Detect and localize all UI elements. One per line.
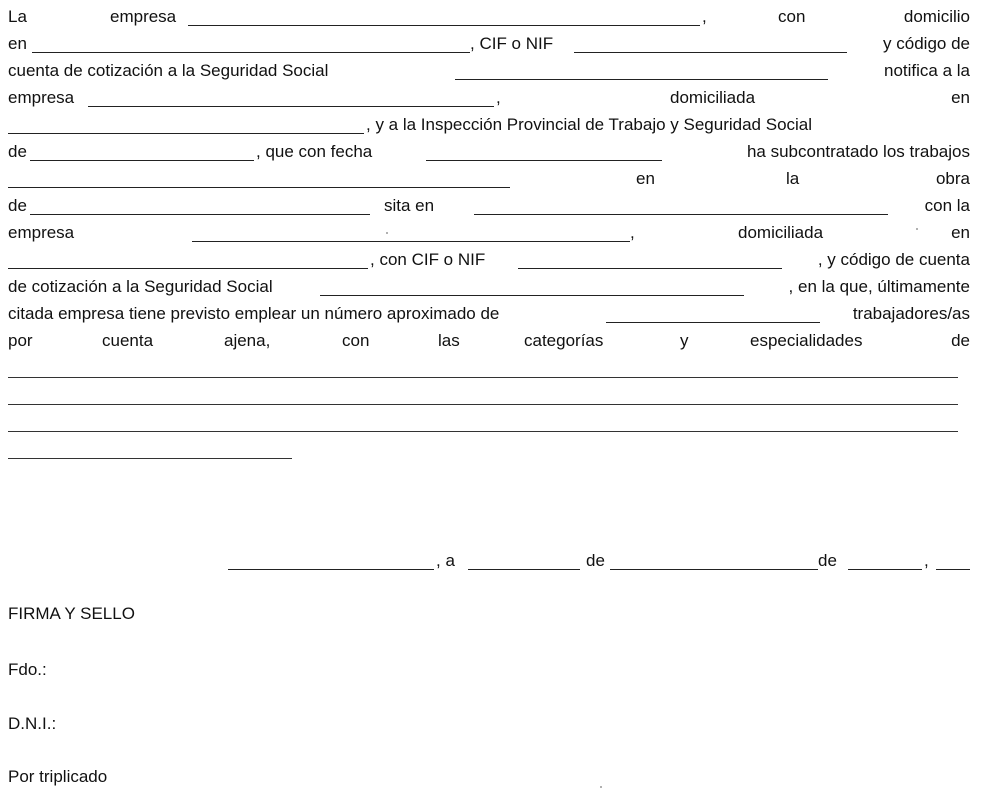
word: , y a la Inspección Provincial de Trabajo y Seguridad Social	[366, 115, 813, 134]
word: domicilio	[903, 7, 970, 26]
word: ha subcontratado los trabajos	[746, 142, 970, 161]
word: , con CIF o NIF	[370, 250, 486, 269]
domicilio-2-field[interactable]	[8, 114, 364, 134]
fecha-field[interactable]	[426, 141, 662, 161]
form-line-13	[8, 330, 970, 356]
domicilio-field[interactable]	[32, 33, 470, 53]
form-line-11	[8, 276, 970, 302]
date-line	[8, 550, 970, 576]
form-line-1	[8, 6, 970, 32]
word: , a	[436, 551, 455, 570]
word: ajena,	[224, 331, 271, 350]
sita-field[interactable]	[474, 195, 888, 215]
word: por	[8, 331, 33, 350]
form-line-6	[8, 141, 970, 167]
word: con	[778, 7, 806, 26]
punct: ,	[630, 223, 635, 242]
word: cuenta	[102, 331, 154, 350]
word: citada empresa tiene previsto emplear un número aproximado de	[8, 304, 500, 323]
word: y código de	[883, 34, 970, 53]
ccc-2-field[interactable]	[320, 276, 744, 296]
word: domiciliada	[738, 223, 824, 242]
word: con	[342, 331, 370, 350]
word: domiciliada	[670, 88, 756, 107]
domicilio-3-field[interactable]	[8, 249, 368, 269]
word: , en la que, últimamente	[788, 277, 970, 296]
firma-sello-label: FIRMA Y SELLO	[8, 604, 135, 623]
especialidades-field-2[interactable]	[8, 404, 958, 405]
word: de	[951, 331, 970, 350]
form-line-12	[8, 303, 970, 329]
year-suffix-field[interactable]	[936, 550, 970, 570]
word: de cotización a la Seguridad Social	[8, 277, 273, 296]
punct: ,	[924, 551, 929, 570]
provincia-field[interactable]	[30, 141, 254, 161]
especialidades-field-3[interactable]	[8, 431, 958, 432]
word: empresa	[8, 88, 75, 107]
word: en	[8, 34, 27, 53]
form-line-8	[8, 195, 970, 221]
word: empresa	[110, 7, 177, 26]
word: notifica a la	[884, 61, 970, 80]
obra-field[interactable]	[30, 195, 370, 215]
punct: ,	[702, 7, 707, 26]
fdo-label: Fdo.:	[8, 660, 47, 679]
word: con la	[924, 196, 970, 215]
word: cuenta de cotización a la Seguridad Social	[8, 61, 329, 80]
form-line-5	[8, 114, 970, 140]
empresa-3-field[interactable]	[192, 222, 630, 242]
form-line-4	[8, 87, 970, 113]
empresa-2-field[interactable]	[88, 87, 494, 107]
word: empresa	[8, 223, 75, 242]
word: categorías	[524, 331, 604, 350]
word: sita en	[384, 196, 435, 215]
triplicado-label: Por triplicado	[8, 767, 108, 786]
word: la	[786, 169, 800, 188]
ccc-field[interactable]	[455, 60, 828, 80]
year-field[interactable]	[848, 550, 922, 570]
word: La	[8, 7, 27, 26]
form-line-7	[8, 168, 970, 194]
scan-speck	[386, 232, 388, 234]
form-line-3	[8, 60, 970, 86]
word: , CIF o NIF	[470, 34, 554, 53]
word: , que con fecha	[256, 142, 373, 161]
empresa-name-field[interactable]	[188, 6, 700, 26]
day-field[interactable]	[468, 550, 580, 570]
cif-nif-field[interactable]	[574, 33, 847, 53]
num-trabajadores-field[interactable]	[606, 303, 820, 323]
scan-speck	[916, 228, 918, 230]
form-line-2	[8, 33, 970, 59]
word: y	[680, 331, 689, 350]
word: de	[586, 551, 605, 570]
word: especialidades	[750, 331, 863, 350]
word: obra	[935, 169, 970, 188]
word: de	[8, 142, 27, 161]
trabajos-field[interactable]	[8, 168, 510, 188]
punct: ,	[496, 88, 501, 107]
scan-speck	[600, 786, 602, 788]
month-field[interactable]	[610, 550, 818, 570]
word: en	[636, 169, 655, 188]
word: de	[8, 196, 27, 215]
dni-label: D.N.I.:	[8, 714, 57, 733]
word: las	[438, 331, 460, 350]
form-line-10	[8, 249, 970, 275]
cif-nif-2-field[interactable]	[518, 249, 782, 269]
word: en	[951, 223, 970, 242]
word: , y código de cuenta	[817, 250, 970, 269]
word: trabajadores/as	[852, 304, 970, 323]
word: en	[951, 88, 970, 107]
form-line-9	[8, 222, 970, 248]
especialidades-field-1[interactable]	[8, 377, 958, 378]
place-field[interactable]	[228, 550, 434, 570]
especialidades-field-4[interactable]	[8, 458, 292, 459]
word: de	[818, 551, 837, 570]
